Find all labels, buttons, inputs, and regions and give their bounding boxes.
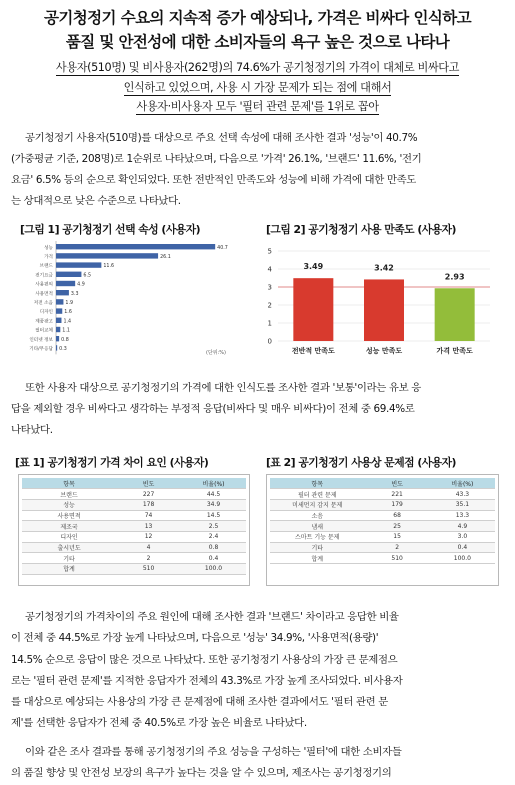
table-cell: 0.4	[430, 542, 495, 553]
table-cell: 필터 관련 문제	[270, 489, 365, 500]
paragraph-1-text-1: 공기청정기 사용자(510명)를 대상으로 주요 선택 속성에 대해 조사한 결과 '성능'이 40.7%	[25, 132, 418, 144]
table-cell: 디자인	[22, 531, 116, 542]
table-cell: 35.1	[430, 499, 495, 510]
table-2-title: [표 2] 공기청정기 사용상 문제점 (사용자)	[266, 456, 456, 469]
bar	[56, 299, 63, 304]
table-cell: 미세먼지 감지 문제	[270, 499, 365, 510]
value-label: 4.9	[77, 282, 85, 288]
table-header-row	[22, 478, 246, 489]
y-tick-label: 5	[267, 247, 272, 256]
paragraph-4-text-1: 이와 같은 조사 결과를 통해 공기청정기의 주요 성능을 구성하는 '필터'에 대한 소비자들	[25, 746, 402, 758]
paragraph-2	[11, 378, 507, 441]
table-cell: 소음	[270, 510, 365, 521]
paragraph-3-line: 14.5% 순으로 응답이 많은 것으로 나타났다. 또한 공기청정기 사용상의 가장 큰 문제점으	[11, 653, 398, 666]
paragraph-2-text-1: 또한 사용자 대상으로 공기청정기의 가격에 대한 인식도를 조사한 결과 '보통'이라는 유보 응	[25, 382, 421, 394]
bar	[56, 327, 60, 332]
page-title-line-1: 공기청정기 수요의 지속적 증가 예상되나, 가격은 비싸다 인식하고	[44, 9, 471, 27]
paragraph-3-line: 이 전체 중 44.5%로 가장 높게 나타났으며, 다음으로 '성능' 34.9%, '사용면적(용량)'	[11, 632, 379, 645]
table-cell: 34.9	[181, 499, 246, 510]
table-cell: 4	[116, 542, 181, 553]
value-label: 0.3	[59, 347, 67, 352]
value-label: 1.1	[62, 328, 70, 334]
table-cell: 510	[116, 564, 181, 575]
paragraph-4-line	[11, 742, 507, 763]
category-label: 전기요금	[35, 273, 53, 279]
value-label: 2.93	[444, 272, 465, 282]
category-label: 제품광고	[35, 319, 53, 325]
table-cell: 2.4	[181, 531, 246, 542]
bar	[364, 279, 404, 341]
table-cell: 43.3	[430, 489, 495, 500]
paragraph-3-line: 로는 '필터 관련 문제'를 지적한 응답자가 전체의 43.3%로 가장 높게 조사되었다. 비사용자	[11, 674, 403, 687]
y-tick-label: 1	[267, 319, 272, 328]
value-label: 1.6	[64, 310, 72, 316]
table-header-row	[270, 478, 495, 489]
bar	[56, 244, 215, 249]
category-label: 성능 만족도	[365, 347, 403, 355]
bar	[56, 336, 59, 341]
table-1-title: [표 1] 공기청정기 가격 차이 요인 (사용자)	[15, 456, 209, 469]
paragraph-1-line	[11, 128, 507, 149]
table-cell: 179	[365, 499, 430, 510]
category-label: 디자인	[39, 310, 53, 316]
paragraph-3-line: 제'를 선택한 응답자가 전체 중 40.5%로 가장 높은 비율로 나타났다.	[11, 717, 307, 730]
category-label: 전반적 만족도	[291, 347, 335, 355]
table-cell: 74	[116, 510, 181, 521]
bar	[435, 288, 475, 341]
table-cell: 제조국	[22, 521, 116, 532]
paragraph-3-line	[11, 607, 507, 628]
category-label: 브랜드	[39, 264, 53, 270]
value-label: 11.6	[103, 264, 115, 270]
bar	[293, 278, 333, 341]
price-factor-table	[22, 478, 246, 575]
satisfaction-chart	[258, 240, 498, 364]
table-cell: 13	[116, 521, 181, 532]
value-label: 3.42	[374, 263, 394, 273]
paragraph-3	[11, 607, 507, 735]
table-row	[270, 521, 495, 532]
table-cell: 100.0	[181, 564, 246, 575]
table-cell: 68	[365, 510, 430, 521]
value-label: 0.8	[61, 337, 69, 343]
table-row	[270, 553, 495, 564]
bar	[56, 345, 57, 350]
table-row	[270, 542, 495, 553]
subtitle-line-1	[0, 59, 515, 75]
bar	[56, 290, 69, 295]
bar	[56, 308, 62, 313]
paragraph-4	[11, 742, 507, 784]
paragraph-1	[11, 128, 507, 212]
table-row	[22, 521, 246, 532]
table-row	[270, 489, 495, 500]
table-cell: 227	[116, 489, 181, 500]
subtitle-line-2	[0, 79, 515, 95]
category-label: 사용면적	[35, 291, 53, 297]
table-header-cell: 항목	[22, 478, 116, 489]
subtitle-text-1: 사용자(510명) 및 비사용자(262명)의 74.6%가 공기청정기의 가격이 대체로 비싸다고	[55, 61, 460, 74]
usage-problem-table	[270, 478, 495, 564]
table-cell: 4.9	[430, 521, 495, 532]
paragraph-1-line: (가중평균 기준, 208명)로 1순위로 나타났으며, 다음으로 '가격' 26.1%, '브랜드' 11.6%, '전기	[11, 153, 422, 165]
table-cell: 스마트 기능 문제	[270, 531, 365, 542]
selection-attribute-chart	[24, 240, 252, 360]
category-label: 가격	[44, 255, 53, 260]
category-label: 필터교체	[35, 328, 53, 334]
table-cell: 15	[365, 531, 430, 542]
paragraph-1-line: 요금' 6.5% 등의 순으로 확인되었다. 또한 전반적인 만족도와 성능에 비해 가격에 대한 만족도	[11, 174, 416, 186]
table-row	[22, 553, 246, 564]
table-cell: 성능	[22, 499, 116, 510]
table-cell: 사용면적	[22, 510, 116, 521]
table-cell: 14.5	[181, 510, 246, 521]
table-row	[22, 542, 246, 553]
category-label: 인터넷 정보	[29, 337, 53, 343]
table-cell: 3.0	[430, 531, 495, 542]
bar	[56, 281, 75, 286]
subtitle-text-2: 인식하고 있었으며, 사용 시 가장 문제가 되는 점에 대해서	[123, 81, 392, 94]
y-tick-label: 2	[267, 301, 272, 310]
value-label: 1.4	[63, 319, 72, 325]
table-row	[22, 531, 246, 542]
table-cell: 25	[365, 521, 430, 532]
table-cell: 기타	[270, 542, 365, 553]
figure-1-title: [그림 1] 공기청정기 선택 속성 (사용자)	[20, 223, 201, 236]
category-label: 성능	[44, 245, 53, 251]
table-cell: 178	[116, 499, 181, 510]
table-header-cell: 빈도	[365, 478, 430, 489]
table-cell: 기타	[22, 553, 116, 564]
table-cell: 0.8	[181, 542, 246, 553]
paragraph-3-line: 를 대상으로 예상되는 사용상의 가장 큰 문제점에 대해 조사한 결과에서도 '필터 관련 문	[11, 696, 388, 709]
category-label: 기타/무응답	[29, 347, 53, 352]
table-cell: 2	[365, 542, 430, 553]
paragraph-1-line: 는 상대적으로 낮은 수준으로 나타났다.	[11, 195, 181, 207]
table-cell: 44.5	[181, 489, 246, 500]
table-row	[270, 499, 495, 510]
y-tick-label: 0	[267, 337, 272, 346]
paragraph-2-line: 답을 제외할 경우 비싸다고 생각하는 부정적 응답(비싸다 및 매우 비싸다)이 전체 중 69.4%로	[11, 403, 415, 415]
table-cell: 12	[116, 531, 181, 542]
table-cell: 13.3	[430, 510, 495, 521]
table-row	[22, 499, 246, 510]
figure-2-title: [그림 2] 공기청정기 사용 만족도 (사용자)	[266, 223, 456, 236]
paragraph-2-line: 나타났다.	[11, 424, 53, 436]
table-row	[22, 489, 246, 500]
table-cell: 합계	[270, 553, 365, 564]
table-header-cell: 빈도	[116, 478, 181, 489]
value-label: 40.7	[217, 245, 228, 251]
bar	[56, 253, 158, 258]
table-row	[22, 510, 246, 521]
subtitle-text-3: 사용자·비사용자 모두 '필터 관련 문제'를 1위로 꼽아	[136, 100, 379, 113]
table-row	[270, 531, 495, 542]
value-label: 3.3	[70, 291, 79, 297]
bar	[56, 272, 81, 277]
table-cell: 221	[365, 489, 430, 500]
value-label: 6.5	[83, 273, 92, 279]
bar	[56, 318, 61, 323]
table-cell: 510	[365, 553, 430, 564]
table-cell: 100.0	[430, 553, 495, 564]
table-cell: 냄새	[270, 521, 365, 532]
table-row	[270, 510, 495, 521]
table-cell: 합계	[22, 564, 116, 575]
table-header-cell: 비율(%)	[430, 478, 495, 489]
value-label: 3.49	[303, 262, 324, 272]
paragraph-4-line: 의 품질 향상 및 안전성 보장의 욕구가 높다는 것을 알 수 있으며, 제조사는 공기청정기의	[11, 767, 392, 779]
table-cell: 2	[116, 553, 181, 564]
table-cell: 2.5	[181, 521, 246, 532]
table-row	[22, 564, 246, 575]
table-cell: 브랜드	[22, 489, 116, 500]
unit-label: (단위:%)	[206, 350, 226, 356]
subtitle-line-3	[0, 98, 515, 114]
category-label: 저전 소음	[33, 301, 53, 306]
table-cell: 0.4	[181, 553, 246, 564]
category-label: 가격 만족도	[436, 347, 473, 355]
table-header-cell: 비율(%)	[181, 478, 246, 489]
category-label: 사용편의	[35, 282, 53, 288]
paragraph-3-text-1: 공기청정기의 가격차이의 주요 원인에 대해 조사한 결과 '브랜드' 차이라고 응답한 비율	[25, 611, 399, 623]
paragraph-2-line	[11, 378, 507, 399]
value-label: 26.1	[160, 255, 171, 260]
page-title-line-2: 품질 및 안전성에 대한 소비자들의 욕구 높은 것으로 나타나	[65, 33, 450, 51]
y-tick-label: 3	[267, 283, 272, 292]
y-tick-label: 4	[267, 265, 272, 274]
bar	[56, 262, 101, 267]
table-cell: 출시년도	[22, 542, 116, 553]
value-label: 1.9	[65, 301, 74, 306]
table-header-cell: 항목	[270, 478, 365, 489]
